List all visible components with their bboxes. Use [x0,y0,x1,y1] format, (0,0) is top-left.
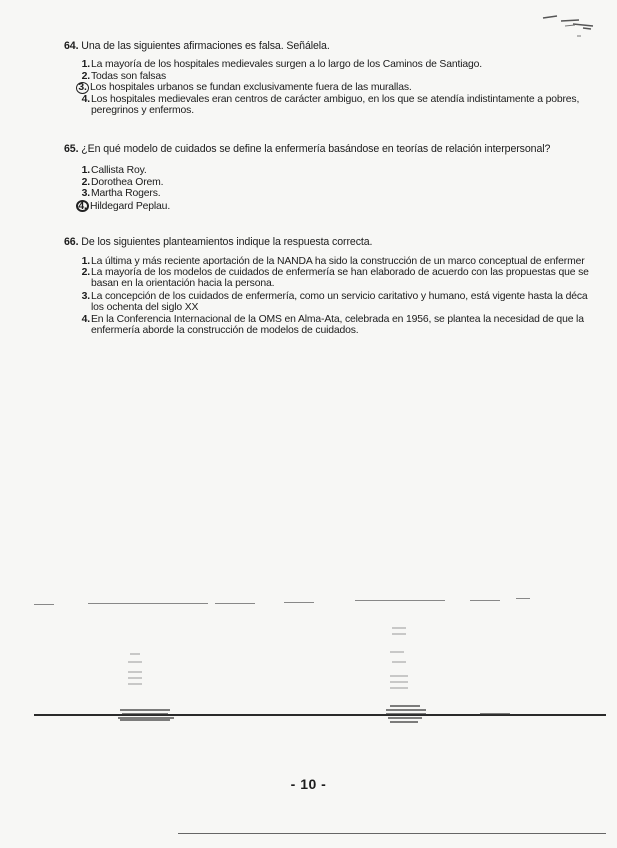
answer-option: 2.Todas son falsas [81,71,166,82]
bottom-rule [178,833,606,834]
scan-artifact-line [516,598,530,599]
answer-option: 2.Dorothea Orem. [81,177,164,188]
scan-artifact-line [34,604,54,605]
page-number: - 10 - [290,776,327,792]
question-title: 64. Una de las siguientes afirmaciones es falsa. Señálela. [64,40,330,52]
question-title: 65. ¿En qué modelo de cuidados se define la enfermería basándose en teorías de relación interpersonal? [64,143,551,155]
answer-option: 4.En la Conferencia Internacional de la OMS en Alma-Ata, celebrada en 1956, se plantea la necesidad de que la enfermería aborde la construcción de modelos de cuidados. [81,314,584,337]
scan-smudge [110,700,530,726]
scan-artifact-line [284,602,314,603]
scan-artifact-line [355,600,445,601]
answer-option: 4.Los hospitales medievales eran centros de carácter ambiguo, en los que se atendía indistintamente a pobres, peregrinos y enfermos. [81,94,580,117]
scan-artifact-line [215,603,255,604]
answer-option: 3.Martha Rogers. [81,188,161,199]
question-text: ¿En qué modelo de cuidados se define la enfermería basándose en teorías de relación interpersonal? [81,143,551,155]
answer-option-marked: 3. Los hospitales urbanos se fundan exclusivamente fuera de las murallas. [77,82,617,94]
answer-option: 1.La mayoría de los hospitales medievales surgen a lo largo de los Caminos de Santiago. [81,59,482,70]
answer-option: 1.La última y más reciente aportación de la NANDA ha sido la construcción de un marco conceptual de enfermer [81,256,585,267]
answer-option: 3.La concepción de los cuidados de enfermería, como un servicio caritativo y humano, está vigente hasta la déca los ochenta del siglo XX [81,291,588,314]
scan-smudge [535,12,605,42]
answer-option: 2.La mayoría de los modelos de cuidados de enfermería se han elaborado de acuerdo con las propuestas que se basan en la orientación hacia la persona. [81,267,589,290]
circled-answer-mark: 4. [76,200,89,212]
question-text: Una de las siguientes afirmaciones es falsa. Señálela. [81,40,330,52]
circled-answer-mark: 3. [76,82,89,94]
scan-artifact-line [88,603,208,604]
answer-option: 1.Callista Roy. [81,165,147,176]
scan-artifact-line [470,600,500,601]
question-title: 66. De los siguientes planteamientos indique la respuesta correcta. [64,236,373,248]
answer-option-marked: 4. Hildegard Peplau. [77,200,617,212]
question-text: De los siguientes planteamientos indique la respuesta correcta. [81,236,373,248]
